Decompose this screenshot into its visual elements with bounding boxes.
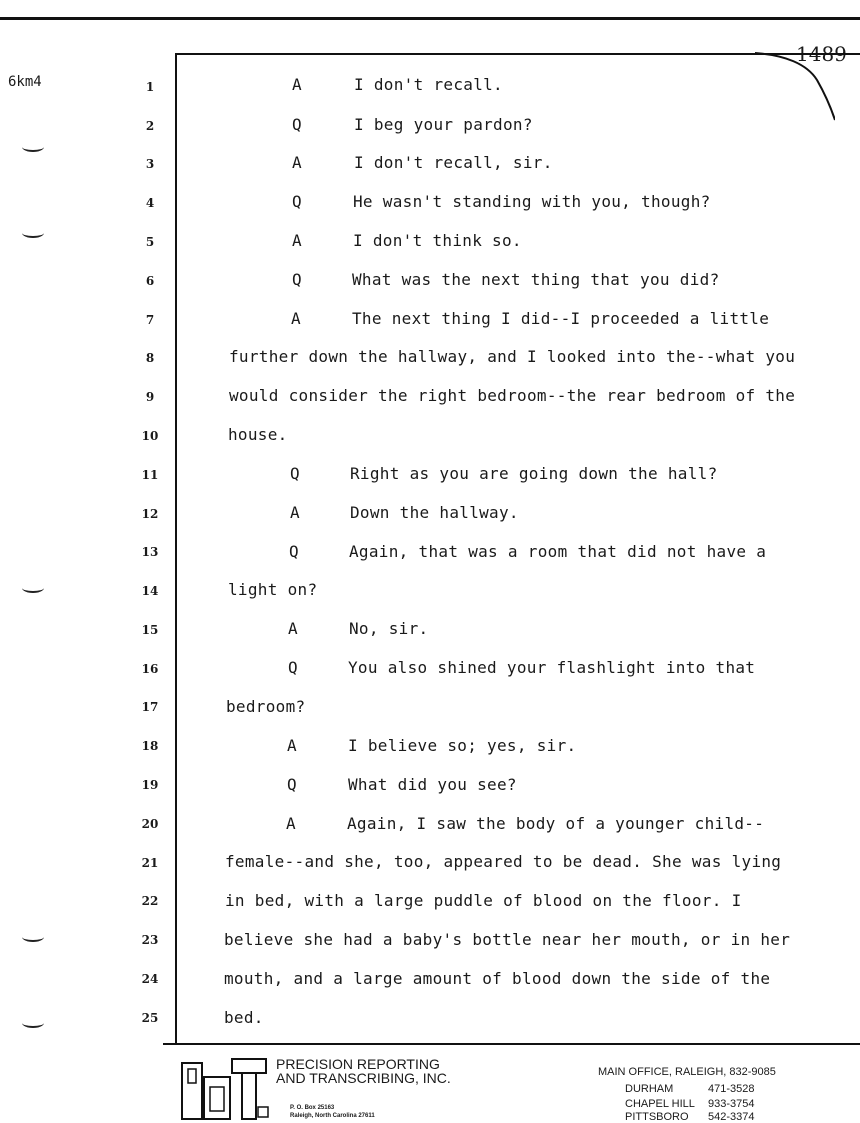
transcript-line: I don't recall.	[354, 75, 503, 94]
line-number: 11	[141, 468, 159, 482]
speaker-label: A	[288, 619, 298, 638]
transcript-line: I beg your pardon?	[354, 115, 533, 134]
transcript-line: mouth, and a large amount of blood down the side of the	[224, 969, 771, 988]
line-number: 2	[145, 119, 155, 133]
line-number: 7	[145, 313, 155, 327]
speaker-label: Q	[288, 658, 298, 677]
speaker-label: A	[292, 231, 302, 250]
speaker-label: Q	[287, 775, 297, 794]
speaker-label: A	[292, 153, 302, 172]
transcript-line: bedroom?	[226, 697, 306, 716]
office-phone: 933-3754	[708, 1098, 755, 1110]
transcript-line: What was the next thing that you did?	[352, 270, 720, 289]
transcript-line: further down the hallway, and I looked into the--what you	[229, 347, 796, 366]
transcript-line: house.	[228, 425, 288, 444]
speaker-label: A	[290, 503, 300, 522]
company-address: P. O. Box 25163	[290, 1105, 335, 1111]
margin-tick-mark	[22, 1018, 44, 1028]
transcript-line: You also shined your flashlight into that	[348, 658, 756, 677]
line-number: 10	[141, 429, 159, 443]
line-number: 22	[141, 894, 159, 908]
company-address-city: Raleigh, North Carolina 27611	[290, 1113, 375, 1119]
line-number: 24	[141, 972, 159, 986]
speaker-label: Q	[292, 192, 302, 211]
line-number: 20	[141, 817, 159, 831]
line-number: 18	[141, 739, 159, 753]
office-phone: 542-3374	[708, 1111, 755, 1123]
company-logo	[180, 1057, 270, 1121]
page-corner-curl	[755, 52, 835, 122]
transcript-line: He wasn't standing with you, though?	[353, 192, 711, 211]
speaker-label: A	[291, 309, 301, 328]
transcript-line: What did you see?	[348, 775, 517, 794]
page-number: 1489	[796, 42, 847, 66]
line-number: 19	[141, 778, 159, 792]
line-number: 17	[141, 700, 159, 714]
speaker-label: A	[292, 75, 302, 94]
top-rule	[0, 0, 860, 20]
transcript-line: I don't recall, sir.	[354, 153, 553, 172]
transcript-line: in bed, with a large puddle of blood on the floor. I	[225, 891, 742, 910]
transcript-line: I don't think so.	[353, 231, 522, 250]
footer-rule	[163, 1043, 860, 1045]
speaker-label: A	[287, 736, 297, 755]
company-name-line2: AND TRANSCRIBING, INC.	[276, 1070, 451, 1086]
margin-tick-mark	[22, 228, 44, 238]
main-office-phone: MAIN OFFICE, RALEIGH, 832-9085	[598, 1066, 776, 1078]
margin-tick-mark	[22, 583, 44, 593]
transcript-line: female--and she, too, appeared to be dead. She was lying	[225, 852, 782, 871]
line-number: 1	[145, 80, 155, 94]
transcript-line: Again, that was a room that did not have a	[349, 542, 767, 561]
transcript-line: No, sir.	[349, 619, 429, 638]
line-number: 13	[141, 545, 159, 559]
transcript-line: Again, I saw the body of a younger child--	[347, 814, 765, 833]
line-number: 14	[141, 584, 159, 598]
line-number: 6	[145, 274, 155, 288]
company-name: PRECISION REPORTING	[276, 1056, 440, 1072]
line-number: 21	[141, 856, 159, 870]
line-number: 16	[141, 662, 159, 676]
margin-tick-mark	[22, 932, 44, 942]
transcript-line: The next thing I did--I proceeded a little	[352, 309, 770, 328]
transcript-line: Down the hallway.	[350, 503, 519, 522]
line-number: 3	[145, 157, 155, 171]
line-number: 15	[141, 623, 159, 637]
side-code: 6km4	[8, 74, 42, 90]
margin-tick-mark	[22, 142, 44, 152]
transcript-line: light on?	[228, 580, 318, 599]
line-number: 25	[141, 1011, 159, 1025]
line-number: 9	[145, 390, 155, 404]
line-number: 23	[141, 933, 159, 947]
speaker-label: Q	[290, 464, 300, 483]
office-city: DURHAM	[625, 1083, 674, 1095]
line-number: 8	[145, 351, 155, 365]
office-phone: 471-3528	[708, 1083, 755, 1095]
transcript-line: believe she had a baby's bottle near her mouth, or in her	[224, 930, 791, 949]
speaker-label: Q	[292, 115, 302, 134]
transcript-line: would consider the right bedroom--the rear bedroom of the	[229, 386, 796, 405]
office-city: PITTSBORO	[625, 1111, 689, 1123]
transcript-line: bed.	[224, 1008, 264, 1027]
line-number: 5	[145, 235, 155, 249]
line-number: 12	[141, 507, 159, 521]
speaker-label: Q	[289, 542, 299, 561]
speaker-label: Q	[292, 270, 302, 289]
speaker-label: A	[286, 814, 296, 833]
transcript-line: I believe so; yes, sir.	[348, 736, 577, 755]
line-number: 4	[145, 196, 155, 210]
transcript-line: Right as you are going down the hall?	[350, 464, 718, 483]
office-city: CHAPEL HILL	[625, 1098, 695, 1110]
